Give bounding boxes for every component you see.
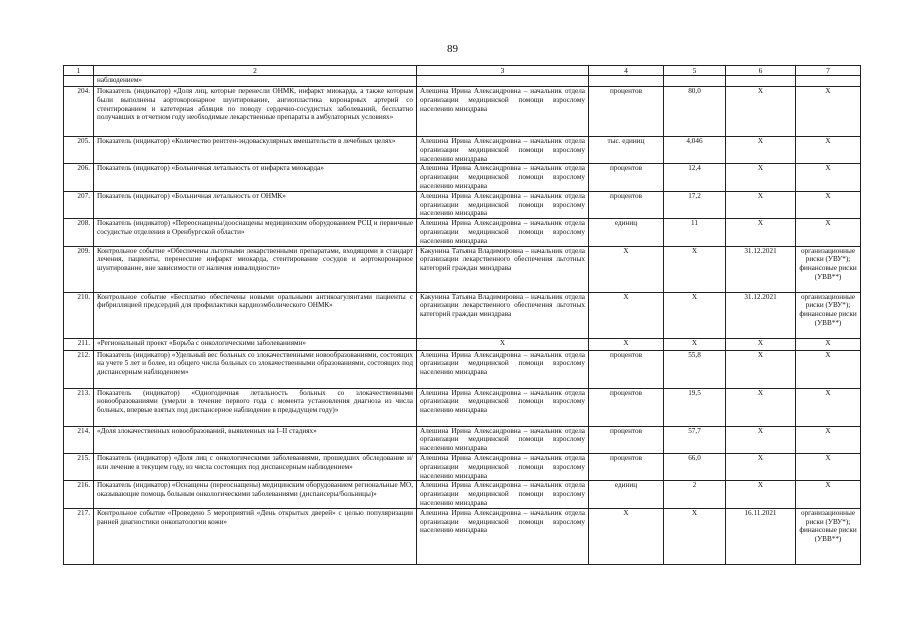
deadline-date: Х bbox=[726, 191, 796, 218]
unit-of-measure: Х bbox=[589, 246, 664, 292]
unit-of-measure: Х bbox=[589, 338, 664, 350]
risk-info: Х bbox=[796, 338, 861, 350]
target-value: 11 bbox=[664, 219, 726, 246]
unit-of-measure: единиц bbox=[589, 219, 664, 246]
row-description: Контрольное событие «Обеспечены льготными лекарственными препаратами, входящими в стандарт лечения, пациенты, перенесшие инфаркт миокарда, стентирование сосудов и аортокоронарное шунтирование, вне зависимости от наличия инвалидности» bbox=[94, 246, 417, 292]
continuation-row bbox=[64, 76, 861, 87]
target-value: 4,046 bbox=[664, 137, 726, 164]
risk-info: Х bbox=[796, 87, 861, 137]
row-description: Показатель (индикатор) «Удельный вес больных со злокачественными новообразованиями, состоящих на учете 5 лет и более, из общего числа больных со злокачественными образованиями, состоящих под диспансерным наблюдением» bbox=[94, 350, 417, 388]
column-number: 7 bbox=[796, 66, 861, 76]
unit-of-measure: Х bbox=[589, 508, 664, 564]
row-number: 210. bbox=[64, 292, 94, 338]
unit-of-measure: процентов bbox=[589, 191, 664, 218]
row-number: 204. bbox=[64, 87, 94, 137]
table-row bbox=[64, 338, 861, 350]
risk-info: Х bbox=[796, 219, 861, 246]
column-number: 1 bbox=[64, 66, 94, 76]
responsible-person: Алешина Ирина Александровна – начальник отдела организации медицинской помощи взрослому населению минздрава bbox=[417, 350, 589, 388]
row-number: 213. bbox=[64, 388, 94, 426]
unit-of-measure: процентов bbox=[589, 453, 664, 480]
row-number: 217. bbox=[64, 508, 94, 564]
column-number-row bbox=[64, 66, 861, 76]
risk-info: Х bbox=[796, 137, 861, 164]
row-description: Контрольное событие «Бесплатно обеспечены новыми оральными антикоагулянтами пациенты с фибрилляцией предсердий для профилактики кардиоэмболического ОНМК» bbox=[94, 292, 417, 338]
table-row bbox=[64, 350, 861, 388]
table-row bbox=[64, 292, 861, 338]
column-number: 4 bbox=[589, 66, 664, 76]
responsible-person: Алешина Ирина Александровна – начальник отдела организации медицинской помощи взрослому населению минздрава bbox=[417, 191, 589, 218]
continuation-text: наблюдением» bbox=[94, 76, 417, 87]
table-row bbox=[64, 508, 861, 564]
row-number: 212. bbox=[64, 350, 94, 388]
table-row bbox=[64, 219, 861, 246]
row-description: Показатель (индикатор) «Переоснащены/дооснащены медицинским оборудованием РСЦ и первичные сосудистые отделения в Оренбургской области» bbox=[94, 219, 417, 246]
row-description: «Региональный проект «Борьба с онкологическими заболеваниями» bbox=[94, 338, 417, 350]
deadline-date: 31.12.2021 bbox=[726, 292, 796, 338]
responsible-person: Алешина Ирина Александровна – начальник отдела организации медицинской помощи взрослому населению минздрава bbox=[417, 87, 589, 137]
responsible-person: Алешина Ирина Александровна – начальник отдела организации медицинской помощи взрослому населению минздрава bbox=[417, 388, 589, 426]
row-description: Показатель (индикатор) «Больничная летальность от инфаркта миокарда» bbox=[94, 164, 417, 191]
responsible-person: Какунина Татьяна Владимировна – начальник отдела организации лекарственного обеспечения льготных категорий граждан минздрава bbox=[417, 246, 589, 292]
target-value: Х bbox=[664, 292, 726, 338]
risk-info: Х bbox=[796, 191, 861, 218]
target-value: Х bbox=[664, 508, 726, 564]
target-value: 55,8 bbox=[664, 350, 726, 388]
responsible-person: Алешина Ирина Александровна – начальник отдела организации медицинской помощи взрослому населению минздрава bbox=[417, 137, 589, 164]
risk-info: Х bbox=[796, 350, 861, 388]
unit-of-measure: единиц bbox=[589, 481, 664, 508]
unit-of-measure: процентов bbox=[589, 87, 664, 137]
page-number: 89 bbox=[447, 43, 458, 55]
deadline-date: 16.11.2021 bbox=[726, 508, 796, 564]
table-row bbox=[64, 246, 861, 292]
deadline-date: Х bbox=[726, 388, 796, 426]
deadline-date: Х bbox=[726, 87, 796, 137]
table-row bbox=[64, 481, 861, 508]
responsible-person: Алешина Ирина Александровна – начальник отдела организации медицинской помощи взрослому населению минздрава bbox=[417, 453, 589, 480]
risk-info: Х bbox=[796, 481, 861, 508]
table-row bbox=[64, 87, 861, 137]
risk-info: Х bbox=[796, 453, 861, 480]
row-description: Показатель (индикатор) «Оснащены (переоснащены) медицинским оборудованием региональные МО, оказывающие помощь больным онкологическими заболеваниями (диспансеры/больницы)» bbox=[94, 481, 417, 508]
risk-info: Х bbox=[796, 164, 861, 191]
risk-info: организационные риски (УВУ*); финансовые риски (УВВ**) bbox=[796, 292, 861, 338]
unit-of-measure: процентов bbox=[589, 164, 664, 191]
deadline-date: Х bbox=[726, 338, 796, 350]
unit-of-measure: процентов bbox=[589, 426, 664, 453]
responsible-person: Алешина Ирина Александровна – начальник отдела организации медицинской помощи взрослому населению минздрава bbox=[417, 164, 589, 191]
target-value: 57,7 bbox=[664, 426, 726, 453]
target-value: 66,0 bbox=[664, 453, 726, 480]
column-number: 5 bbox=[664, 66, 726, 76]
row-description: Контрольное событие «Проведено 5 мероприятий «День открытых дверей» с целью популяризации ранней диагностики онкопатологии кожи» bbox=[94, 508, 417, 564]
row-description: Показатель (индикатор) «Доля лиц, которые перенесли ОНМК, инфаркт миокарда, а также которым были выполнены аортокоронарное шунтирование, ангиопластика коронарных артерий со стентированием и катетерная абляция по поводу сердечно-сосудистых заболеваний, бесплатно получавших в отчетном году необходимые лекарственные препараты в амбулаторных условиях» bbox=[94, 87, 417, 137]
responsible-person: Алешина Ирина Александровна – начальник отдела организации медицинской помощи взрослому населению минздрава bbox=[417, 426, 589, 453]
unit-of-measure: тыс. единиц bbox=[589, 137, 664, 164]
plan-table bbox=[63, 65, 861, 565]
risk-info: Х bbox=[796, 426, 861, 453]
row-description: «Доля злокачественных новообразований, выявленных на I–II стадиях» bbox=[94, 426, 417, 453]
row-number: 216. bbox=[64, 481, 94, 508]
row-number: 208. bbox=[64, 219, 94, 246]
unit-of-measure: Х bbox=[589, 292, 664, 338]
column-number: 2 bbox=[94, 66, 417, 76]
risk-info: Х bbox=[796, 388, 861, 426]
deadline-date: Х bbox=[726, 426, 796, 453]
responsible-person: Х bbox=[417, 338, 589, 350]
target-value: 2 bbox=[664, 481, 726, 508]
responsible-person: Алешина Ирина Александровна – начальник отдела организации медицинской помощи взрослому населению минздрава bbox=[417, 508, 589, 564]
deadline-date: 31.12.2021 bbox=[726, 246, 796, 292]
responsible-person: Какунина Татьяна Владимировна – начальник отдела организации лекарственного обеспечения льготных категорий граждан минздрава bbox=[417, 292, 589, 338]
table-row bbox=[64, 164, 861, 191]
unit-of-measure: процентов bbox=[589, 350, 664, 388]
deadline-date: Х bbox=[726, 219, 796, 246]
deadline-date: Х bbox=[726, 350, 796, 388]
row-number: 209. bbox=[64, 246, 94, 292]
risk-info: организационные риски (УВУ*); финансовые риски (УВВ**) bbox=[796, 246, 861, 292]
row-number: 215. bbox=[64, 453, 94, 480]
responsible-person: Алешина Ирина Александровна – начальник отдела организации медицинской помощи взрослому населению минздрава bbox=[417, 481, 589, 508]
row-description: Показатель (индикатор) «Доля лиц с онкологическими заболеваниями, прошедших обследование и/или лечение в текущем году, из числа состоящих под диспансерным наблюдением» bbox=[94, 453, 417, 480]
target-value: 12,4 bbox=[664, 164, 726, 191]
risk-info: организационные риски (УВУ*); финансовые риски (УВВ**) bbox=[796, 508, 861, 564]
target-value: 80,0 bbox=[664, 87, 726, 137]
table-row bbox=[64, 191, 861, 218]
row-description: Показатель (индикатор) «Количество рентген-эндоваскулярных вмешательств в лечебных целях» bbox=[94, 137, 417, 164]
table-row bbox=[64, 137, 861, 164]
row-description: Показатель (индикатор) «Одногодичная летальность больных со злокачественными новообразованиями (умерли в течение первого года с момента установления диагноза из числа больных, впервые взятых под диспансерное наблюдение в предыдущем году)» bbox=[94, 388, 417, 426]
row-number: 207. bbox=[64, 191, 94, 218]
row-number: 205. bbox=[64, 137, 94, 164]
target-value: 19,5 bbox=[664, 388, 726, 426]
row-number: 206. bbox=[64, 164, 94, 191]
row-description: Показатель (индикатор) «Больничная летальность от ОНМК» bbox=[94, 191, 417, 218]
responsible-person: Алешина Ирина Александровна – начальник отдела организации медицинской помощи взрослому населению минздрава bbox=[417, 219, 589, 246]
row-number: 214. bbox=[64, 426, 94, 453]
unit-of-measure: процентов bbox=[589, 388, 664, 426]
table-row bbox=[64, 426, 861, 453]
table-row bbox=[64, 388, 861, 426]
deadline-date: Х bbox=[726, 481, 796, 508]
row-number: 211. bbox=[64, 338, 94, 350]
deadline-date: Х bbox=[726, 164, 796, 191]
column-number: 3 bbox=[417, 66, 589, 76]
deadline-date: Х bbox=[726, 137, 796, 164]
target-value: Х bbox=[664, 338, 726, 350]
column-number: 6 bbox=[726, 66, 796, 76]
target-value: 17,2 bbox=[664, 191, 726, 218]
deadline-date: Х bbox=[726, 453, 796, 480]
target-value: Х bbox=[664, 246, 726, 292]
table-row bbox=[64, 453, 861, 480]
